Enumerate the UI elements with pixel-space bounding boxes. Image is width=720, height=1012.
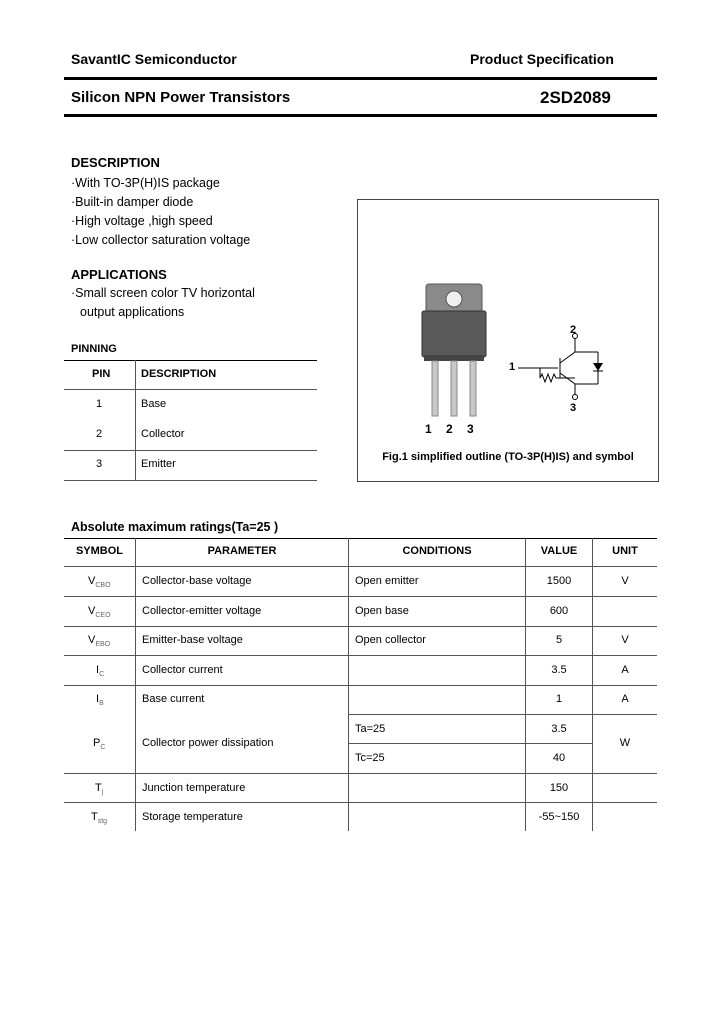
- description-item: ·Low collector saturation voltage: [71, 233, 251, 247]
- parameter-cell: Storage temperature: [142, 811, 243, 823]
- parameter-cell: Collector-emitter voltage: [142, 605, 262, 617]
- lead-label: 2: [446, 422, 453, 436]
- parameter-cell: Base current: [142, 693, 205, 705]
- parameter-cell: Collector power dissipation: [142, 737, 274, 749]
- ratings-rule: [64, 802, 657, 803]
- ratings-rule: [64, 685, 657, 686]
- symbol-cell: $T_j$: [95, 782, 104, 797]
- description-item: ·High voltage ,high speed: [71, 214, 213, 228]
- unit-cell: A: [621, 693, 629, 705]
- condition-cell: Ta=25: [355, 723, 386, 735]
- col-value: VALUE: [540, 545, 578, 557]
- pin-description: Collector: [141, 428, 185, 440]
- pinning-col-description: DESCRIPTION: [141, 368, 217, 380]
- header-rule-top: [64, 77, 657, 80]
- description-item: ·Built-in damper diode: [71, 195, 194, 209]
- transistor-symbol-icon: [518, 330, 638, 410]
- value-cell: 3.5: [551, 664, 567, 676]
- parameter-cell: Junction temperature: [142, 782, 246, 794]
- symbol-cell: $I_C$: [96, 664, 105, 679]
- applications-title: APPLICATIONS: [71, 267, 167, 282]
- header-rule-bottom: [64, 114, 657, 117]
- doc-type: Product Specification: [470, 51, 614, 67]
- unit-cell: W: [619, 737, 631, 749]
- ratings-rule: [348, 743, 592, 744]
- pinning-rule: [64, 389, 317, 390]
- value-cell: 1: [555, 693, 563, 705]
- ratings-rule: [348, 714, 657, 715]
- col-conditions: CONDITIONS: [402, 545, 472, 557]
- description-list: [71, 174, 250, 250]
- col-unit: UNIT: [612, 545, 638, 557]
- condition-cell: Open base: [355, 605, 409, 617]
- symbol-cell: $I_B$: [96, 693, 104, 708]
- symbol-cell: $V_{CBO}$: [88, 575, 111, 590]
- pin-number: 2: [96, 428, 103, 440]
- parameter-cell: Collector-base voltage: [142, 575, 252, 587]
- pinning-col-pin: PIN: [92, 368, 111, 380]
- symbol-cell: $P_C$: [93, 737, 106, 752]
- unit-cell: V: [621, 575, 629, 587]
- unit-cell: V: [621, 634, 629, 646]
- value-cell: 5: [555, 634, 563, 646]
- figure-box: [357, 199, 659, 482]
- condition-cell: Open collector: [355, 634, 426, 646]
- ratings-rule: [64, 626, 657, 627]
- condition-cell: Tc=25: [355, 752, 385, 764]
- value-cell: 600: [549, 605, 569, 617]
- pinning-title: PINNING: [71, 343, 117, 355]
- col-parameter: PARAMETER: [207, 545, 277, 557]
- pinning-divider: [135, 360, 136, 480]
- description-title: DESCRIPTION: [71, 155, 160, 170]
- parameter-cell: Collector current: [142, 664, 223, 676]
- symbol-cell: $T_{stg}$: [91, 811, 108, 826]
- symbol-cell: $V_{EBO}$: [88, 634, 111, 649]
- col-symbol: SYMBOL: [75, 545, 124, 557]
- pin-description: Base: [141, 398, 167, 410]
- value-cell: 1500: [546, 575, 572, 587]
- condition-cell: Open emitter: [355, 575, 419, 587]
- value-cell: 3.5: [551, 723, 567, 735]
- pinning-rule: [64, 480, 317, 481]
- symbol-label-base: 1: [509, 361, 516, 373]
- lead-label: 1: [425, 422, 432, 436]
- description-item: ·With TO-3P(H)IS package: [71, 176, 220, 190]
- figure-caption: Fig.1 simplified outline (TO-3P(H)IS) and symbol: [382, 451, 634, 463]
- ratings-rule: [64, 655, 657, 656]
- company-name: SavantIC Semiconductor: [71, 51, 237, 67]
- pinning-rule: [64, 360, 317, 361]
- value-cell: 150: [549, 782, 569, 794]
- part-number: 2SD2089: [540, 88, 611, 107]
- ratings-rule: [64, 773, 657, 774]
- product-line: Silicon NPN Power Transistors: [71, 89, 291, 106]
- unit-cell: A: [621, 664, 629, 676]
- value-cell: 40: [552, 752, 566, 764]
- pin-description: Emitter: [141, 458, 176, 470]
- applications-line-1: ·Small screen color TV horizontal: [71, 286, 255, 300]
- pinning-rule: [64, 450, 317, 451]
- value-cell: -55~150: [538, 811, 580, 823]
- ratings-rule: [64, 596, 657, 597]
- symbol-label-emitter: 3: [570, 402, 577, 414]
- applications-line-2: output applications: [80, 305, 185, 319]
- ratings-title: Absolute maximum ratings(Ta=25 ): [71, 520, 279, 534]
- ratings-rule: [64, 566, 657, 567]
- lead-label: 3: [467, 422, 474, 436]
- ratings-rule: [64, 538, 657, 539]
- pin-number: 3: [96, 458, 103, 470]
- symbol-cell: $V_{CEO}$: [88, 605, 111, 620]
- parameter-cell: Emitter-base voltage: [142, 634, 243, 646]
- symbol-label-collector: 2: [570, 324, 577, 336]
- pin-number: 1: [96, 398, 103, 410]
